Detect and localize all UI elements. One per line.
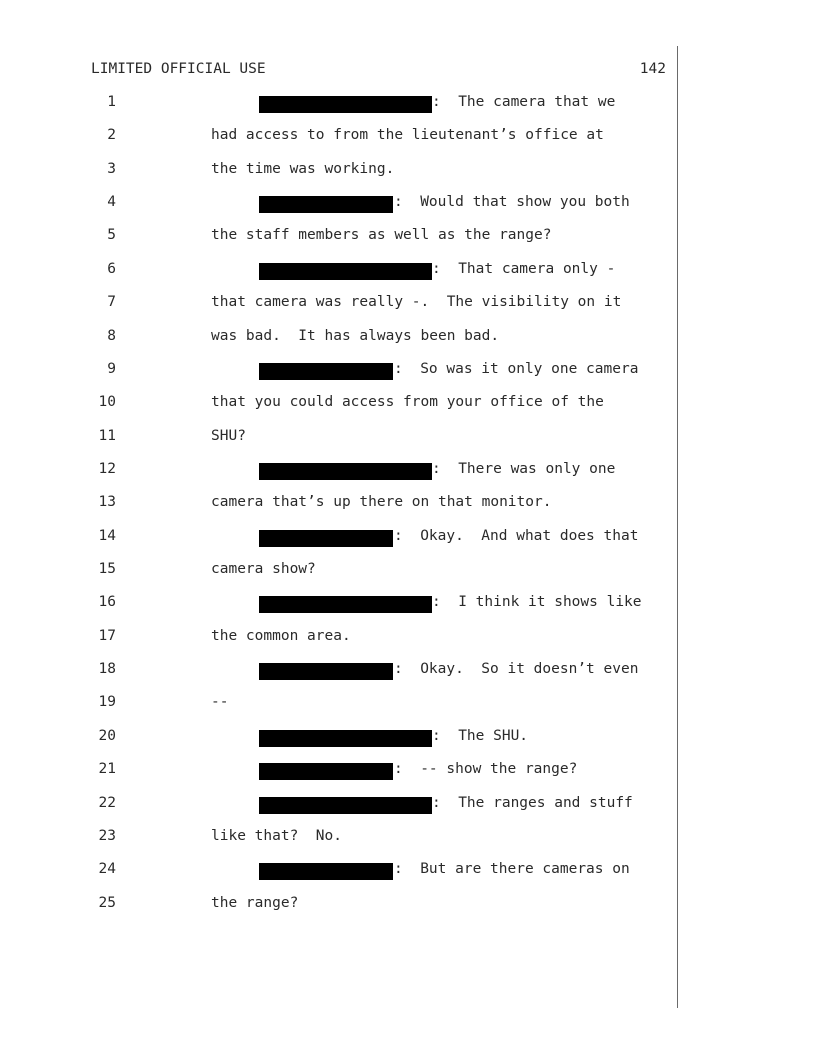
- line-number: 16: [98, 594, 116, 611]
- transcript-line: [0, 594, 680, 616]
- transcript-line: [0, 895, 680, 917]
- line-number: 14: [98, 527, 116, 544]
- speaker-line-text: : So was it only one camera: [394, 360, 639, 377]
- line-number: 23: [98, 827, 116, 844]
- transcript-line: [0, 828, 680, 850]
- speaker-line-text: : -- show the range?: [394, 761, 578, 778]
- transcript-line: [0, 528, 680, 550]
- line-number: 12: [98, 460, 116, 477]
- transcript-line: [0, 795, 680, 817]
- speaker-line-text: : Okay. And what does that: [394, 527, 639, 544]
- line-number: 2: [107, 127, 116, 144]
- transcript-line: [0, 494, 680, 516]
- transcript-line: [0, 161, 680, 183]
- continuation-line-text: the common area.: [211, 627, 351, 644]
- transcript-line: [0, 661, 680, 683]
- transcript-line: [0, 694, 680, 716]
- transcript-line: [0, 127, 680, 149]
- speaker-redaction: [259, 96, 432, 113]
- speaker-redaction: [259, 863, 393, 880]
- speaker-line-text: : The ranges and stuff: [432, 794, 633, 811]
- speaker-redaction: [259, 596, 432, 613]
- speaker-line-text: : There was only one: [432, 460, 616, 477]
- continuation-line-text: the staff members as well as the range?: [211, 227, 552, 244]
- line-number: 6: [107, 260, 116, 277]
- transcript-line: [0, 728, 680, 750]
- line-number: 25: [98, 894, 116, 911]
- speaker-line-text: : But are there cameras on: [394, 861, 630, 878]
- transcript-line: [0, 461, 680, 483]
- transcript-line: [0, 861, 680, 883]
- transcript-line: [0, 361, 680, 383]
- transcript-line: [0, 328, 680, 350]
- speaker-redaction: [259, 797, 432, 814]
- transcript-line: [0, 761, 680, 783]
- speaker-redaction: [259, 530, 393, 547]
- transcript-line: [0, 394, 680, 416]
- transcript-line: [0, 261, 680, 283]
- speaker-line-text: : Would that show you both: [394, 194, 630, 211]
- speaker-redaction: [259, 263, 432, 280]
- line-number: 17: [98, 627, 116, 644]
- line-number: 1: [107, 94, 116, 110]
- speaker-line-text: : Okay. So it doesn’t even: [394, 661, 639, 678]
- transcript-line: [0, 94, 680, 116]
- line-number: 19: [98, 694, 116, 711]
- speaker-redaction: [259, 463, 432, 480]
- line-number: 5: [107, 227, 116, 244]
- speaker-line-text: : I think it shows like: [432, 594, 642, 611]
- line-number: 21: [98, 761, 116, 778]
- speaker-redaction: [259, 196, 393, 213]
- speaker-line-text: : That camera only -: [432, 260, 616, 277]
- line-number: 3: [107, 160, 116, 177]
- speaker-redaction: [259, 763, 393, 780]
- speaker-redaction: [259, 663, 393, 680]
- transcript-line: [0, 428, 680, 450]
- line-number: 8: [107, 327, 116, 344]
- speaker-redaction: [259, 730, 432, 747]
- transcript-line: [0, 628, 680, 650]
- continuation-line-text: camera that’s up there on that monitor.: [211, 494, 552, 511]
- line-number: 15: [98, 561, 116, 578]
- page-number: 142: [639, 61, 666, 77]
- continuation-line-text: had access to from the lieutenant’s office at: [211, 127, 604, 144]
- line-number: 24: [98, 861, 116, 878]
- line-number: 22: [98, 794, 116, 811]
- line-number: 13: [98, 494, 116, 511]
- classification-header: LIMITED OFFICIAL USE: [91, 61, 266, 77]
- transcript-line: [0, 194, 680, 216]
- line-number: 4: [107, 194, 116, 211]
- continuation-line-text: was bad. It has always been bad.: [211, 327, 500, 344]
- line-number: 18: [98, 661, 116, 678]
- continuation-line-text: --: [211, 694, 229, 711]
- continuation-line-text: that you could access from your office of the: [211, 394, 604, 411]
- continuation-line-text: the time was working.: [211, 160, 395, 177]
- speaker-line-text: : The camera that we: [432, 94, 616, 110]
- continuation-line-text: camera show?: [211, 561, 316, 578]
- continuation-line-text: that camera was really -. The visibility on it: [211, 294, 622, 311]
- speaker-redaction: [259, 363, 393, 380]
- continuation-line-text: like that? No.: [211, 827, 342, 844]
- continuation-line-text: the range?: [211, 894, 299, 911]
- line-number: 11: [98, 427, 116, 444]
- transcript-line: [0, 227, 680, 249]
- continuation-line-text: SHU?: [211, 427, 246, 444]
- line-number: 9: [107, 360, 116, 377]
- transcript-line: [0, 294, 680, 316]
- line-number: 20: [98, 727, 116, 744]
- speaker-line-text: : The SHU.: [432, 727, 529, 744]
- line-number: 7: [107, 294, 116, 311]
- transcript-line: [0, 561, 680, 583]
- line-number: 10: [98, 394, 116, 411]
